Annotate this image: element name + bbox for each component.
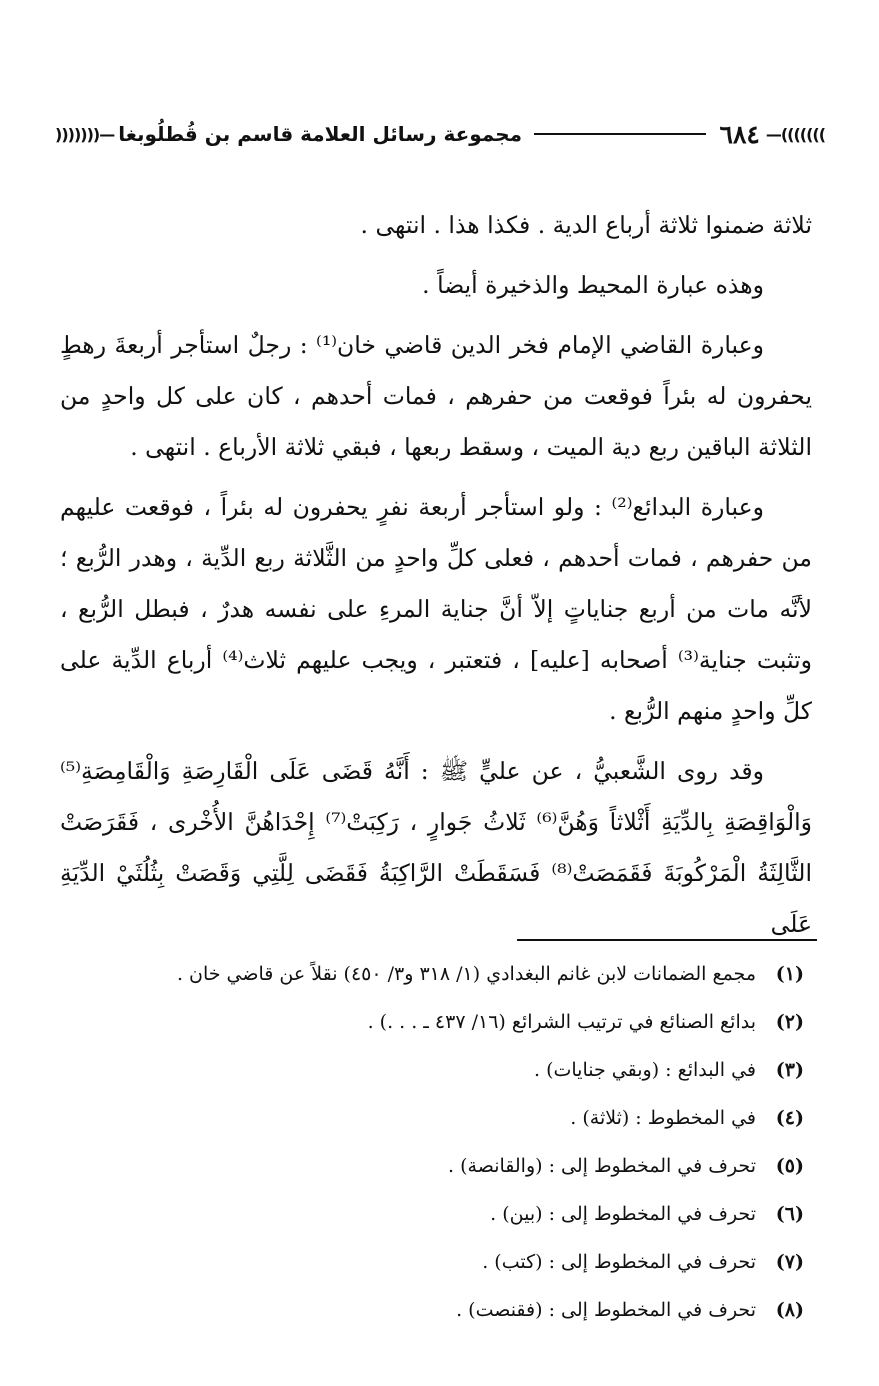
paragraph: وهذه عبارة المحيط والذخيرة أيضاً . [422,271,764,299]
footnote-number: (٨) [775,1299,804,1321]
page-number: ٦٨٤ [719,119,760,149]
paragraph: وعبارة البدائع⁽²⁾ : ولو استأجر أربعة نفرٍ يحفرون له بئراً ، فوقعت عليهم من حفرهم ، فمات أحدهم ، فعلى كلِّ واحدٍ من الثَّلاثة ربع الدِّية ، وهدر الرُّبع ؛ لأنَّه مات من أربع جناياتٍ إلاّ أنَّ جناية المرءِ على نفسه هدرٌ ، فبطل الرُّبع ، وتثبت جناية⁽³⁾ أصحابه [عليه] ، فتعتبر ، ويجب عليهم ثلاث⁽⁴⁾ أرباع الدِّية على كلِّ واحدٍ منهم الرُّبع . [60,493,813,725]
footnote [60,1238,812,1286]
footnote-separator [517,939,817,941]
footnote-text: تحرف في المخطوط إلى : (والقانصة) . [448,1155,756,1177]
footnote-number: (٤) [775,1107,804,1129]
footnote [60,998,812,1046]
footnote-number: (٦) [775,1203,804,1225]
main-text [60,200,812,959]
footnote-text: تحرف في المخطوط إلى : (فقنصت) . [456,1299,756,1321]
footnote-number: (٧) [775,1251,804,1273]
footnote-number: (٢) [775,1011,804,1033]
footnote-text: تحرف في المخطوط إلى : (كتب) . [482,1251,756,1273]
footnote [60,1286,812,1334]
paragraph: وعبارة القاضي الإمام فخر الدين قاضي خان⁽¹⁾ : رجلٌ استأجر أربعةَ رهطٍ يحفرون له بئراً فوقعت من حفرهم ، فمات أحدهم ، كان على كل واحدٍ من الثلاثة الباقين ربع دية الميت ، وسقط ربعها ، فبقي ثلاثة الأرباع . انتهى . [60,331,812,461]
footnote [60,1046,812,1094]
footnote-text: بدائع الصنائع في ترتيب الشرائع (١٦/ ٤٣٧ ـ . . .) . [367,1011,756,1033]
header-rule [534,133,706,135]
paragraph: وقد روى الشَّعبيُّ ، عن عليٍّ ﷺ : أَنَّهُ قَضَى عَلَى الْقَارِصَةِ وَالْقَامِصَةِ⁽⁵⁾ وَالْوَاقِصَةِ بِالدِّيَةِ أَثْلاثاً وَهُنَّ⁽⁶⁾ ثَلاثُ جَوارٍ ، رَكِبَتْ⁽⁷⁾ إِحْدَاهُنَّ الأُخْرى ، فَقَرَصَتْ الثَّالِثَةُ الْمَرْكُوبَةَ فَقَمَصَتْ⁽⁸⁾ فَسَقَطَتْ الرَّاكِبَةُ فَقَضَى لِلَّتِي وَقَصَتْ بِثُلُثَيْ الدِّيَةِ عَلَى [60,757,813,938]
footnote [60,1094,812,1142]
footnote-text: في المخطوط : (ثلاثة) . [570,1107,756,1129]
book-title: مجموعة رسائل العلامة قاسم بن قُطلُوبغا [118,122,522,146]
footnote-number: (٣) [775,1059,804,1081]
footnote [60,950,812,998]
footnote-number: (٥) [775,1155,804,1177]
header-ornament-left: —((((((( [55,124,115,144]
header-ornament-right: )))))))— [765,124,825,144]
running-header [55,112,825,156]
footnotes [60,950,812,1334]
footnote-text: مجمع الضمانات لابن غانم البغدادي (١/ ٣١٨ و٣/ ٤٥٠) نقلاً عن قاضي خان . [176,963,756,985]
footnote [60,1190,812,1238]
footnote-number: (١) [775,963,804,985]
footnote-text: تحرف في المخطوط إلى : (بين) . [490,1203,756,1225]
paragraph: ثلاثة ضمنوا ثلاثة أرباع الدية . فكذا هذا . انتهى . [360,211,812,239]
footnote-text: في البدائع : (وبقي جنايات) . [534,1059,756,1081]
footnote [60,1142,812,1190]
